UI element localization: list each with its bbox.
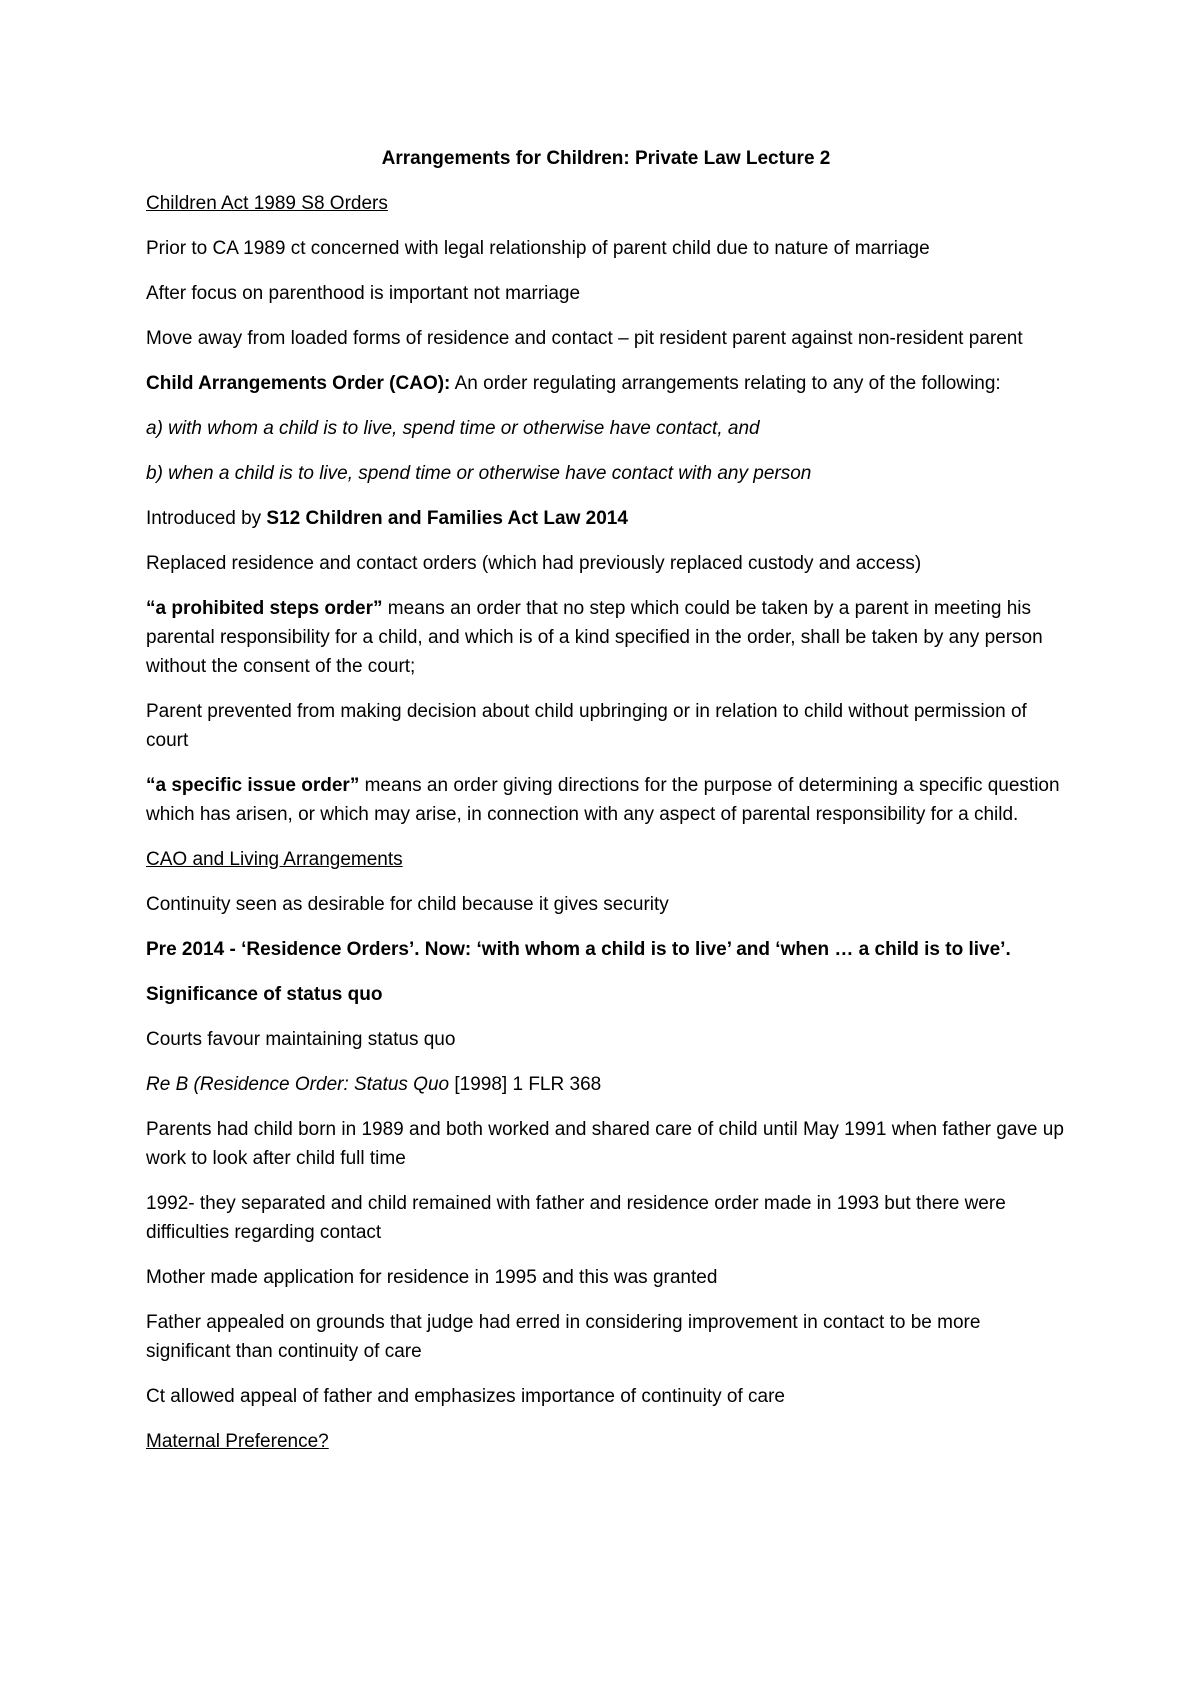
paragraph: Parent prevented from making decision about child upbringing or in relation to child without permission of court <box>146 701 1027 751</box>
specific-issue-text: means an order giving directions for the purpose of determining a specific question which has arisen, or which may arise, in connection with any aspect of parental responsibility for a child. <box>146 775 1060 825</box>
paragraph-text: Introduced by <box>146 508 267 529</box>
specific-issue-term: “a specific issue order” <box>146 775 360 796</box>
document-title: Arrangements for Children: Private Law Lecture 2 <box>381 148 831 169</box>
definition-item-a: a) with whom a child is to live, spend time or otherwise have contact, and <box>146 418 760 439</box>
section-heading-living-arrangements: CAO and Living Arrangements <box>146 849 403 870</box>
section-heading-s8-orders: Children Act 1989 S8 Orders <box>146 193 388 214</box>
statute-reference: S12 Children and Families Act Law 2014 <box>266 508 628 529</box>
cao-definition <box>146 369 1066 398</box>
case-citation <box>146 1070 1066 1099</box>
paragraph: 1992- they separated and child remained with father and residence order made in 1993 but there were difficulties regarding contact <box>146 1193 1006 1243</box>
bold-paragraph: Pre 2014 - ‘Residence Orders’. Now: ‘with whom a child is to live’ and ‘when … a child is to live’. <box>146 939 1011 960</box>
subheading-status-quo: Significance of status quo <box>146 984 383 1005</box>
paragraph: Father appealed on grounds that judge had erred in considering improvement in contact to be more significant than continuity of care <box>146 1312 981 1362</box>
paragraph <box>146 504 1066 533</box>
prohibited-steps-definition <box>146 594 1066 681</box>
paragraph: After focus on parenthood is important not marriage <box>146 283 581 304</box>
paragraph: Continuity seen as desirable for child because it gives security <box>146 894 669 915</box>
case-name: Re B (Residence Order: Status Quo <box>146 1074 455 1095</box>
prohibited-steps-text: means an order that no step which could be taken by a parent in meeting his parental responsibility for a child, and which is of a kind specified in the order, shall be taken by any person without the consent of the court; <box>146 598 1043 677</box>
paragraph: Replaced residence and contact orders (which had previously replaced custody and access) <box>146 553 922 574</box>
paragraph: Move away from loaded forms of residence and contact – pit resident parent against non-resident parent <box>146 328 1023 349</box>
definition-item-b: b) when a child is to live, spend time or otherwise have contact with any person <box>146 463 812 484</box>
section-heading-maternal-preference: Maternal Preference? <box>146 1431 329 1452</box>
paragraph: Courts favour maintaining status quo <box>146 1029 456 1050</box>
paragraph: Ct allowed appeal of father and emphasizes importance of continuity of care <box>146 1386 785 1407</box>
paragraph: Mother made application for residence in 1995 and this was granted <box>146 1267 718 1288</box>
cao-definition-text: An order regulating arrangements relating to any of the following: <box>450 373 1001 394</box>
cao-term: Child Arrangements Order (CAO): <box>146 373 451 394</box>
document-page <box>146 144 1066 1472</box>
prohibited-steps-term: “a prohibited steps order” <box>146 598 383 619</box>
case-reference: [1998] 1 FLR 368 <box>454 1074 602 1095</box>
paragraph: Parents had child born in 1989 and both worked and shared care of child until May 1991 when father gave up work to look after child full time <box>146 1119 1064 1169</box>
specific-issue-definition <box>146 771 1066 829</box>
paragraph: Prior to CA 1989 ct concerned with legal relationship of parent child due to nature of marriage <box>146 238 930 259</box>
